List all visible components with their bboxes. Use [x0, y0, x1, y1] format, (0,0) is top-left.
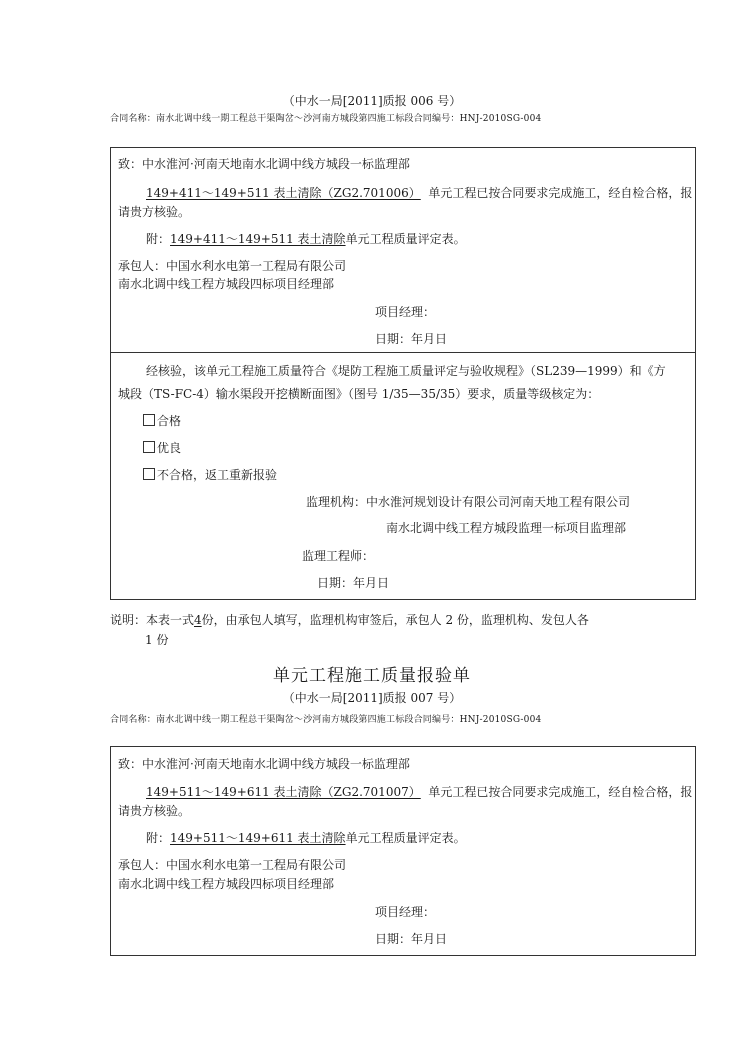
- form2-ref-number: （中水一局[2011]质报 007 号）: [282, 691, 462, 705]
- form1-check-line1: 经核验，该单元工程施工质量符合《堤防工程施工质量评定与验收规程》（SL239—1999）和《方: [146, 364, 666, 378]
- form2-unit-line: [146, 784, 692, 800]
- form2-unit-cont: 请贵方核验。: [118, 804, 191, 818]
- form2-title: 单元工程施工质量报验单: [273, 666, 471, 686]
- checkbox-pass[interactable]: [143, 414, 155, 426]
- note-copies: 4: [194, 613, 202, 627]
- form1-report-section: [110, 147, 696, 353]
- form2-contractor: 承包人：中国水利水电第一工程局有限公司: [118, 858, 347, 872]
- form1-contractor: 承包人：中国水利水电第一工程局有限公司: [118, 259, 347, 273]
- form1-check-line2: 城段（TS-FC-4）输水渠段开挖横断面图》（图号 1/35—35/35）要求，质量等级核定为：: [118, 387, 600, 401]
- form2-attach-suffix: 单元工程质量评定表。: [345, 831, 466, 845]
- form1-supervisor-dept: 南水北调中线工程方城段监理一标项目监理部: [386, 521, 627, 535]
- form2-contract-name: 合同名称：南水北调中线一期工程总干渠陶岔～沙河南方城段第四施工标段合同编号：HNJ-2010SG-004: [110, 715, 542, 725]
- form1-attach-unit: 149+411～149+511 表土清除: [170, 232, 346, 246]
- option-pass-label: 合格: [157, 414, 182, 428]
- note-rest: 份，由承包人填写，监理机构审签后，承包人 2 份，监理机构、发包人各: [201, 613, 589, 627]
- form1-unit-text: 单元工程已按合同要求完成施工，经自检合格，报: [428, 186, 693, 200]
- form1-contractor-dept: 南水北调中线工程方城段四标项目经理部: [118, 277, 335, 291]
- form1-date: 日期：年月日: [375, 332, 448, 346]
- form1-note-cont: 1 份: [145, 633, 169, 647]
- form2-report-section: [110, 746, 696, 956]
- form1-unit-cont: 请贵方核验。: [118, 205, 191, 219]
- form1-date2: 日期：年月日: [317, 576, 390, 590]
- form2-attach-prefix: 附：: [146, 831, 171, 845]
- form1-supervisor: 监理机构：中水淮河规划设计有限公司河南天地工程有限公司: [306, 495, 631, 509]
- form1-ref-number: （中水一局[2011]质报 006 号）: [282, 94, 462, 108]
- checkbox-excellent[interactable]: [143, 441, 155, 453]
- checkbox-fail[interactable]: [143, 468, 155, 480]
- form2-attachment: [146, 830, 466, 846]
- form1-project-manager: 项目经理：: [375, 305, 436, 319]
- form2-date: 日期：年月日: [375, 932, 448, 946]
- form1-attach-prefix: 附：: [146, 232, 171, 246]
- form1-unit-id: 149+411～149+511 表土清除（ZG2.701006）: [146, 186, 421, 200]
- form2-project-manager: 项目经理：: [375, 905, 436, 919]
- form1-contract-name: 合同名称：南水北调中线一期工程总干渠陶岔～沙河南方城段第四施工标段合同编号：HNJ-2010SG-004: [110, 114, 542, 124]
- form2-attach-unit: 149+511～149+611 表土清除: [170, 831, 346, 845]
- form2-addressee: 致：中水淮河·河南天地南水北调中线方城段一标监理部: [118, 757, 410, 771]
- form2-contractor-dept: 南水北调中线工程方城段四标项目经理部: [118, 877, 335, 891]
- option-fail-label: 不合格，返工重新报验: [157, 468, 278, 482]
- form1-attachment: [146, 231, 466, 247]
- form1-addressee: 致：中水淮河·河南天地南水北调中线方城段一标监理部: [118, 157, 410, 171]
- form2-unit-id: 149+511～149+611 表土清除（ZG2.701007）: [146, 785, 421, 799]
- form1-supervising-engineer: 监理工程师：: [302, 549, 375, 563]
- form1-unit-line: [146, 185, 692, 201]
- option-excellent-label: 优良: [157, 441, 182, 455]
- form1-option-pass: [143, 413, 181, 429]
- note-prefix: 说明：本表一式: [110, 613, 195, 627]
- form2-unit-text: 单元工程已按合同要求完成施工，经自检合格，报: [428, 785, 693, 799]
- form1-attach-suffix: 单元工程质量评定表。: [345, 232, 466, 246]
- form1-note: [110, 612, 589, 628]
- form1-option-excellent: [143, 440, 181, 456]
- form1-option-fail: [143, 467, 277, 483]
